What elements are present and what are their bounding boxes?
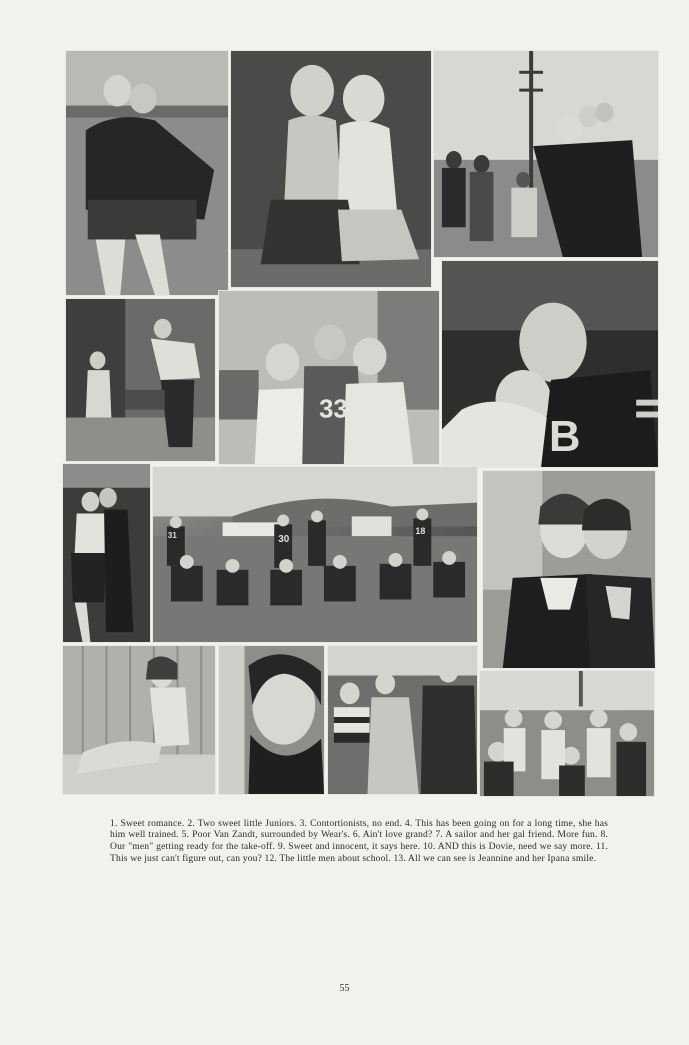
photo-little-men [327, 645, 478, 795]
page-number: 55 [339, 983, 350, 994]
photo-men-take-off [152, 466, 478, 643]
photo-two-sweet-juniors [230, 50, 432, 288]
jersey-number-30: 30 [278, 534, 290, 546]
jersey-number-33: 33 [319, 395, 348, 424]
jersey-letter-b: B [549, 413, 581, 462]
photo-sweet-romance [65, 50, 229, 296]
photo-ipana-smile [479, 670, 655, 797]
photo-cant-figure-out [218, 645, 325, 795]
photo-caption: 1. Sweet romance. 2. Two sweet little Juniors. 3. Contortionists, no end. 4. This has been going on for a long time, she has him well trained. 5. Poor Van Zandt, surrounded by Wear's. 6. Ain't love grand? 7. A sailor and her gal friend. More fun. 8. Our "men" getting ready for the take-off. 9. Sweet and innocent, it says here. 10. AND this is Dovie, need we say more. 11. This we just can't figure out, can you? 12. The little men about school. 13. All we can see is Jeannine and her Ipana smile. [110, 817, 608, 864]
photo-sweet-and-innocent [482, 470, 656, 669]
photo-sailor-and-gal [62, 463, 151, 643]
photo-well-trained [65, 298, 216, 462]
jersey-number-31: 31 [167, 531, 177, 541]
photo-aint-love-grand [441, 260, 659, 468]
photo-poor-van-zandt [218, 290, 440, 465]
photo-this-is-dovie [62, 645, 216, 795]
jersey-number-18: 18 [415, 526, 426, 537]
photo-contortionists [433, 50, 659, 258]
